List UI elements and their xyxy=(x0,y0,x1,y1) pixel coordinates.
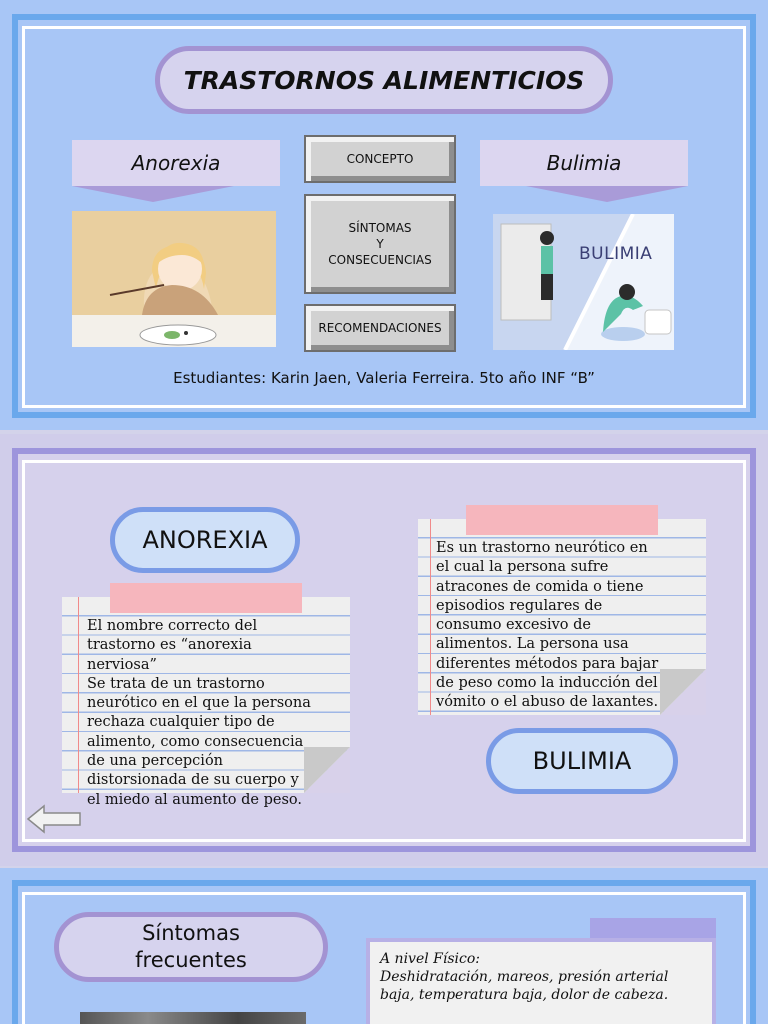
bulimia-image-label: BULIMIA xyxy=(579,244,653,264)
bulimia-heading: BULIMIA xyxy=(486,728,678,794)
sintomas-heading xyxy=(54,912,328,982)
sintomas-title-line2: frecuentes xyxy=(135,948,247,972)
girl-with-plate-icon xyxy=(72,211,276,347)
bulimia-description: Es un trastorno neurótico en el cual la persona sufre atracones de comida o tiene episodios regulares de consumo excesivo de alimentos. La persona usa diferentes métodos para bajar de peso como la inducción del vómito o el abuso de laxantes. xyxy=(436,540,659,711)
anorexia-heading: ANOREXIA xyxy=(110,507,300,573)
slide-sintomas xyxy=(0,868,768,1024)
note-margin xyxy=(430,519,431,715)
anorexia-illustration xyxy=(72,211,276,347)
symptom-photo xyxy=(80,1012,306,1024)
fisico-card xyxy=(366,938,716,1024)
sintomas-button[interactable]: SÍNTOMAS Y CONSECUENCIAS xyxy=(304,194,456,294)
sintomas-title-line1: Síntomas xyxy=(142,921,240,945)
note-margin xyxy=(78,597,79,793)
students-credit: Estudiantes: Karin Jaen, Valeria Ferreira. 5to año INF “B” xyxy=(173,369,595,387)
anorexia-note xyxy=(62,597,350,808)
slide-concepto xyxy=(0,434,768,866)
back-arrow-icon[interactable] xyxy=(26,804,82,834)
bulimia-note xyxy=(418,519,706,715)
recomendaciones-button[interactable]: RECOMENDACIONES xyxy=(304,304,456,352)
fisico-text: A nivel Físico: Deshidratación, mareos, presión arterial baja, temperatura baja, dolor de cabeza. xyxy=(380,951,669,1003)
note-tape xyxy=(466,505,658,535)
slide-title xyxy=(0,0,768,430)
bulimia-illustration xyxy=(493,214,674,350)
bulimia-ribbon[interactable]: Bulimia xyxy=(480,140,688,186)
anorexia-ribbon[interactable]: Anorexia xyxy=(72,140,280,186)
anorexia-description: El nombre correcto del trastorno es “anorexia nerviosa” Se trata de un trastorno neurótico en el que la persona rechaza cualquier tipo de alimento, como consecuencia de una percepción distorsionada de su cuerpo y el miedo al aumento de peso. xyxy=(87,618,311,808)
note-tape xyxy=(110,583,302,613)
concepto-button[interactable]: CONCEPTO xyxy=(304,135,456,183)
page-title: TRASTORNOS ALIMENTICIOS xyxy=(155,46,613,114)
bulimia-scene-icon xyxy=(493,214,674,350)
